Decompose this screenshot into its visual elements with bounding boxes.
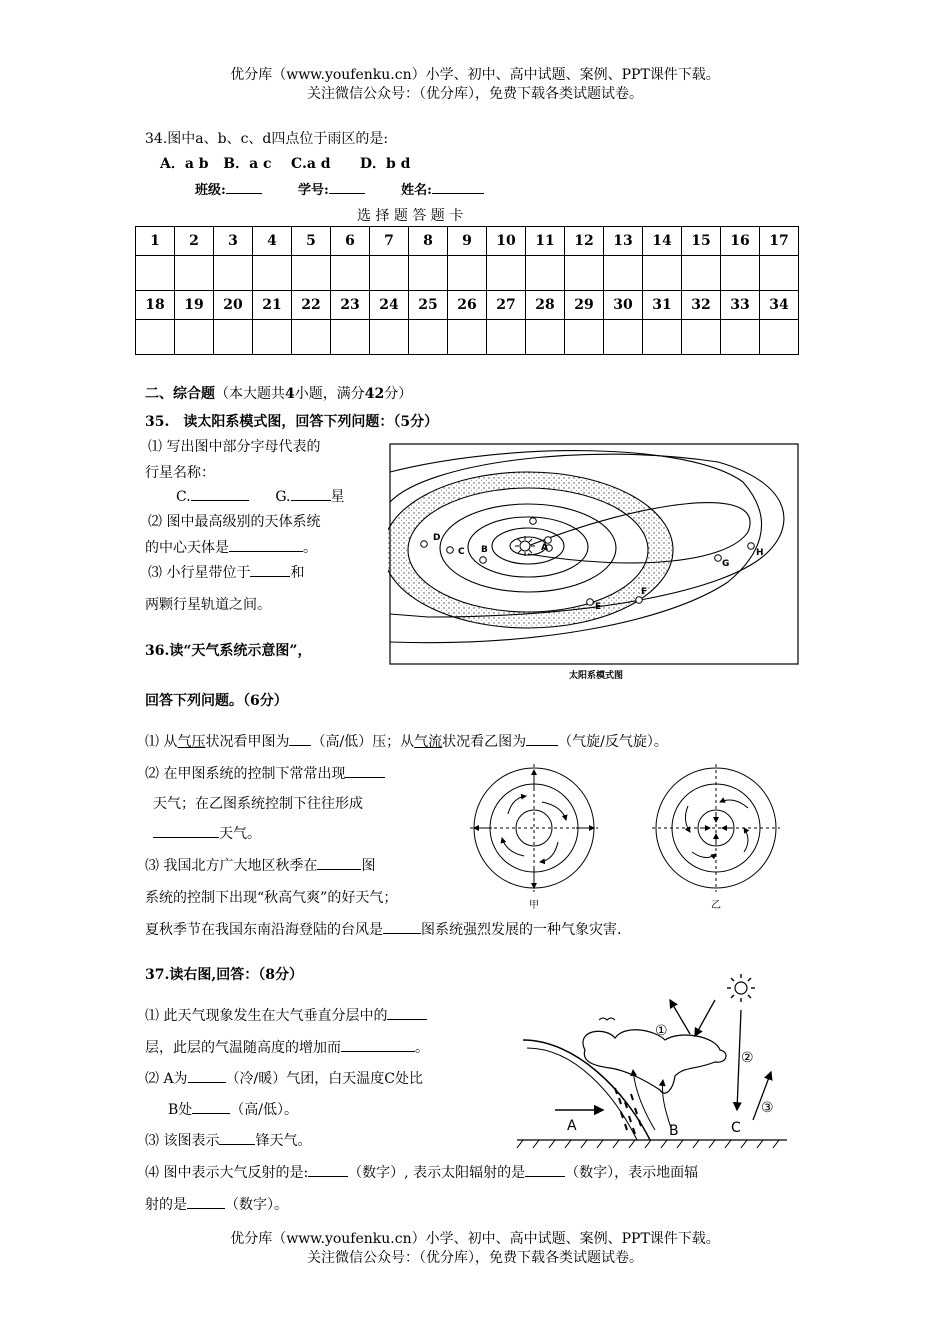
q36-title-2: 回答下列问题。（6分） — [145, 693, 288, 709]
header-line-2: 关注微信公众号：（优分库），免费下载各类试题试卷。 — [307, 86, 643, 102]
sun-icon — [727, 974, 755, 1002]
q35-p3b: 和 — [290, 565, 305, 581]
q35-p1b: 行星名称： — [145, 465, 215, 481]
q37-layer-blank[interactable] — [387, 1005, 427, 1020]
q36-p1-line — [145, 731, 668, 751]
answer-cell[interactable] — [292, 256, 331, 291]
q35-p2a: ⑵ 图中最高级别的天体系统 — [148, 514, 321, 530]
section-2-title: 二、综合题 — [145, 386, 215, 402]
q37-temp-trend-blank[interactable] — [341, 1037, 415, 1052]
answer-cell[interactable] — [136, 256, 175, 291]
q34-option-d: D．b d — [359, 156, 411, 172]
label-2: ② — [741, 1050, 754, 1066]
answer-cell[interactable] — [526, 256, 565, 291]
question-number-cell: 15 — [682, 227, 721, 256]
answer-cell[interactable] — [175, 320, 214, 355]
label-a: A — [567, 1118, 577, 1134]
section-2-note: （本大题共 — [215, 386, 285, 402]
cloud — [583, 1030, 726, 1093]
front-weather-figure — [515, 970, 790, 1155]
footer-line-1: 优分库（www.youfenku.cn）小学、初中、高中试题、案例、PPT课件下载。 — [230, 1231, 720, 1247]
q36-p2c-line — [153, 823, 261, 843]
weather-system-figure — [462, 762, 792, 912]
question-number-cell: 18 — [136, 291, 175, 320]
q37-p1-line — [145, 1005, 427, 1025]
q35-center-body-blank[interactable] — [229, 537, 303, 552]
q36-p1e: 气流 — [414, 734, 443, 750]
question-number-cell: 7 — [370, 227, 409, 256]
planet-dot — [447, 547, 454, 554]
question-number-cell: 17 — [760, 227, 799, 256]
answer-cell[interactable] — [292, 320, 331, 355]
question-number-cell: 9 — [448, 227, 487, 256]
answer-cell[interactable] — [604, 320, 643, 355]
q37-p1b-line — [145, 1037, 429, 1057]
q36-p1f: 状况看乙图为 — [442, 734, 527, 750]
q37-p4d-line — [145, 1194, 288, 1214]
q35-c-blank[interactable] — [191, 486, 249, 501]
q36-weather-a-blank[interactable] — [345, 763, 385, 778]
q36-p1d: （高/低）压；从 — [311, 734, 415, 750]
q37-p4-line — [145, 1162, 698, 1182]
q35-p2b: 的中心天体是 — [145, 540, 229, 556]
question-number-cell: 23 — [331, 291, 370, 320]
q35-g-blank[interactable] — [291, 486, 331, 501]
section-2-heading — [145, 383, 412, 403]
answer-card-answer-row — [136, 256, 799, 291]
answer-cell[interactable] — [721, 256, 760, 291]
answer-cell[interactable] — [487, 320, 526, 355]
q34-options — [160, 153, 410, 173]
q36-title-1: 36.读“天气系统示意图”， — [145, 643, 312, 659]
q36-p3e: 图系统强烈发展的一种气象灾害. — [421, 922, 622, 938]
q35-p2-line — [145, 537, 317, 557]
answer-cell[interactable] — [175, 256, 214, 291]
q36-pressure-blank[interactable] — [289, 731, 311, 746]
class-label: 班级: — [195, 183, 226, 198]
answer-cell[interactable] — [214, 256, 253, 291]
q35-p3a: ⑶ 小行星带位于 — [148, 565, 251, 581]
planet-label-e: E — [595, 602, 602, 612]
answer-cell[interactable] — [604, 256, 643, 291]
q34-option-b: B．a c — [223, 156, 272, 172]
answer-cell[interactable] — [253, 256, 292, 291]
question-number-cell: 14 — [643, 227, 682, 256]
q36-p3c: 系统的控制下出现“秋高气爽”的好天气； — [145, 890, 398, 906]
answer-cell[interactable] — [682, 256, 721, 291]
answer-card-title: 选 择 题 答 题 卡 — [357, 208, 464, 224]
answer-cell[interactable] — [253, 320, 292, 355]
q36-p1g: （气旋/反气旋）。 — [558, 734, 668, 750]
question-number-cell: 29 — [565, 291, 604, 320]
q36-p1a: ⑴ 从 — [145, 734, 178, 750]
q35-p2c: 。 — [303, 540, 317, 556]
answer-cell[interactable] — [331, 256, 370, 291]
answer-cell[interactable] — [370, 256, 409, 291]
q37-p2d: （高/低）。 — [230, 1102, 299, 1118]
planet-dot — [636, 597, 643, 604]
q37-p3b: 锋天气。 — [255, 1133, 312, 1149]
question-number-cell: 6 — [331, 227, 370, 256]
question-number-cell: 11 — [526, 227, 565, 256]
q37-p1b: 层，此层的气温随高度的增加而 — [145, 1040, 341, 1056]
question-number-cell: 24 — [370, 291, 409, 320]
solar-system-figure — [388, 442, 800, 682]
question-number-cell: 32 — [682, 291, 721, 320]
q36-autumn-blank[interactable] — [317, 855, 361, 870]
q35-p3c: 两颗行星轨道之间。 — [145, 597, 271, 613]
q37-p4a: ⑷ 图中表示大气反射的是: — [145, 1165, 309, 1181]
class-blank[interactable] — [226, 179, 262, 194]
q37-reflect-blank[interactable] — [308, 1162, 348, 1177]
planet-dot — [715, 555, 722, 562]
q35-p3-line — [148, 562, 304, 582]
q36-p3a: ⑶ 我国北方广大地区秋季在 — [145, 858, 318, 874]
sun-icon — [515, 536, 535, 556]
q37-p2c-line — [168, 1099, 298, 1119]
answer-cell[interactable] — [643, 256, 682, 291]
diagram-yi — [652, 764, 780, 892]
question-number-cell: 10 — [487, 227, 526, 256]
answer-cell[interactable] — [370, 320, 409, 355]
section-2-note2: 小题，满分 — [294, 386, 365, 402]
planet-dot — [480, 557, 487, 564]
question-number-cell: 1 — [136, 227, 175, 256]
rain — [615, 1088, 641, 1134]
answer-cell[interactable] — [136, 320, 175, 355]
q35-blanks-row — [176, 486, 345, 506]
label-1: ① — [655, 1023, 668, 1039]
answer-card-answer-row — [136, 320, 799, 355]
question-number-cell: 8 — [409, 227, 448, 256]
planet-label-h: H — [756, 548, 764, 558]
section-2-note3: 分） — [384, 386, 413, 402]
q36-p2b: 天气；在乙图系统控制下往往形成 — [153, 796, 363, 812]
q37-p1a: ⑴ 此天气现象发生在大气垂直分层中的 — [145, 1008, 388, 1024]
answer-card-number-row — [136, 291, 799, 320]
question-number-cell: 27 — [487, 291, 526, 320]
question-number-cell: 25 — [409, 291, 448, 320]
q35-title: 35. 读太阳系模式图，回答下列问题：（5分） — [145, 414, 439, 430]
section-2-count: 4 — [285, 386, 295, 402]
question-number-cell: 16 — [721, 227, 760, 256]
q36-p2a: ⑵ 在甲图系统的控制下常常出现 — [145, 766, 346, 782]
q37-p4c: （数字），表示地面辐 — [565, 1165, 699, 1181]
diagram-jia — [470, 764, 598, 892]
question-number-cell: 12 — [565, 227, 604, 256]
header-line-1: 优分库（www.youfenku.cn）小学、初中、高中试题、案例、PPT课件下载。 — [230, 67, 720, 83]
answer-cell[interactable] — [487, 256, 526, 291]
q36-airflow-blank[interactable] — [526, 731, 558, 746]
q34-option-c: C.a d — [291, 156, 331, 172]
q37-ground-blank[interactable] — [187, 1194, 225, 1209]
q35-belt-blank[interactable] — [250, 562, 290, 577]
planet-dot — [587, 599, 594, 606]
answer-cell[interactable] — [448, 256, 487, 291]
question-number-cell: 2 — [175, 227, 214, 256]
reflect-arrow-1 — [670, 1000, 690, 1034]
q34-stem: 34.图中a、b、c、d四点位于雨区的是: — [145, 131, 389, 147]
question-number-cell: 22 — [292, 291, 331, 320]
planet-label-a: A — [541, 543, 548, 553]
solar-figure-caption: 太阳系模式图 — [568, 671, 624, 681]
label-jia: 甲 — [529, 900, 539, 911]
question-number-cell: 21 — [253, 291, 292, 320]
question-number-cell: 4 — [253, 227, 292, 256]
q36-p3-line — [145, 855, 375, 875]
q37-p4d: 射的是 — [145, 1197, 187, 1213]
question-number-cell: 13 — [604, 227, 643, 256]
question-number-cell: 33 — [721, 291, 760, 320]
q36-p3b: 图 — [361, 858, 376, 874]
answer-cell[interactable] — [565, 320, 604, 355]
answer-cell[interactable] — [409, 320, 448, 355]
planet-label-b: B — [481, 545, 488, 555]
section-2-score: 42 — [364, 386, 385, 402]
answer-cell[interactable] — [214, 320, 253, 355]
name-blank[interactable] — [432, 179, 484, 194]
planet-label-f: F — [641, 587, 648, 597]
q35-p1a: ⑴ 写出图中部分字母代表的 — [148, 439, 321, 455]
planet-label-g: G — [722, 559, 730, 569]
question-number-cell: 5 — [292, 227, 331, 256]
answer-cell[interactable] — [409, 256, 448, 291]
answer-cell[interactable] — [760, 256, 799, 291]
ground — [517, 1140, 787, 1148]
q36-p1c: 状况看甲图为 — [205, 734, 290, 750]
q37-p2a: ⑵ A为 — [145, 1071, 188, 1087]
answer-cell[interactable] — [760, 320, 799, 355]
q37-title: 37.读右图,回答：（8分） — [145, 967, 303, 983]
q37-p2-line — [145, 1068, 423, 1088]
answer-cell[interactable] — [565, 256, 604, 291]
q35-g-label: G. — [275, 489, 291, 505]
planet-dot — [530, 518, 537, 525]
q34-option-a: A．a b — [160, 156, 209, 172]
answer-card-number-row — [136, 227, 799, 256]
planet-label-c: C — [458, 547, 465, 557]
q37-front-blank[interactable] — [219, 1130, 255, 1145]
q37-solar-blank[interactable] — [525, 1162, 565, 1177]
planet-dot — [421, 541, 428, 548]
name-label: 姓名: — [401, 183, 432, 198]
q37-temp-blank[interactable] — [192, 1099, 230, 1114]
question-number-cell: 34 — [760, 291, 799, 320]
q37-airmass-blank[interactable] — [188, 1068, 226, 1083]
footer-line-2: 关注微信公众号：（优分库），免费下载各类试题试卷。 — [307, 1250, 643, 1266]
id-label: 学号: — [298, 183, 329, 198]
student-info — [195, 179, 484, 198]
q36-typhoon-blank[interactable] — [383, 919, 421, 934]
answer-cell[interactable] — [526, 320, 565, 355]
q36-p3d-line — [145, 919, 621, 939]
q36-p2c: 天气。 — [219, 826, 261, 842]
question-number-cell: 30 — [604, 291, 643, 320]
answer-cell[interactable] — [682, 320, 721, 355]
question-number-cell: 19 — [175, 291, 214, 320]
question-number-cell: 3 — [214, 227, 253, 256]
solar-in-arrow — [695, 1000, 715, 1036]
q37-p3-line — [145, 1130, 311, 1150]
q37-p1c: 。 — [415, 1040, 429, 1056]
q37-p4b: （数字）, 表示太阳辐射的是 — [348, 1165, 526, 1181]
birds-icon — [599, 1018, 615, 1020]
planet-label-d: D — [433, 533, 441, 543]
q35-c-label: C. — [176, 489, 191, 505]
label-3: ③ — [761, 1100, 774, 1116]
q37-p3a: ⑶ 该图表示 — [145, 1133, 220, 1149]
answer-cell[interactable] — [643, 320, 682, 355]
question-number-cell: 20 — [214, 291, 253, 320]
q35-g-suffix: 星 — [330, 489, 345, 505]
q36-weather-b-blank[interactable] — [153, 823, 219, 838]
q36-p2-line — [145, 763, 385, 783]
q36-p1b: 气压 — [177, 734, 206, 750]
answer-cell[interactable] — [331, 320, 370, 355]
answer-card-table — [135, 226, 799, 355]
label-b: B — [669, 1123, 679, 1139]
q36-p3d: 夏秋季节在我国东南沿海登陆的台风是 — [145, 922, 383, 938]
q37-p4e: （数字）。 — [225, 1197, 288, 1213]
question-number-cell: 31 — [643, 291, 682, 320]
label-c: C — [731, 1120, 741, 1136]
label-yi: 乙 — [711, 900, 721, 911]
id-blank[interactable] — [329, 179, 365, 194]
planet-dot — [748, 543, 755, 550]
q37-p2b: （冷/暖）气团，白天温度C处比 — [225, 1071, 423, 1087]
answer-cell[interactable] — [448, 320, 487, 355]
question-number-cell: 26 — [448, 291, 487, 320]
question-number-cell: 28 — [526, 291, 565, 320]
answer-cell[interactable] — [721, 320, 760, 355]
q37-p2c: B处 — [168, 1102, 193, 1118]
